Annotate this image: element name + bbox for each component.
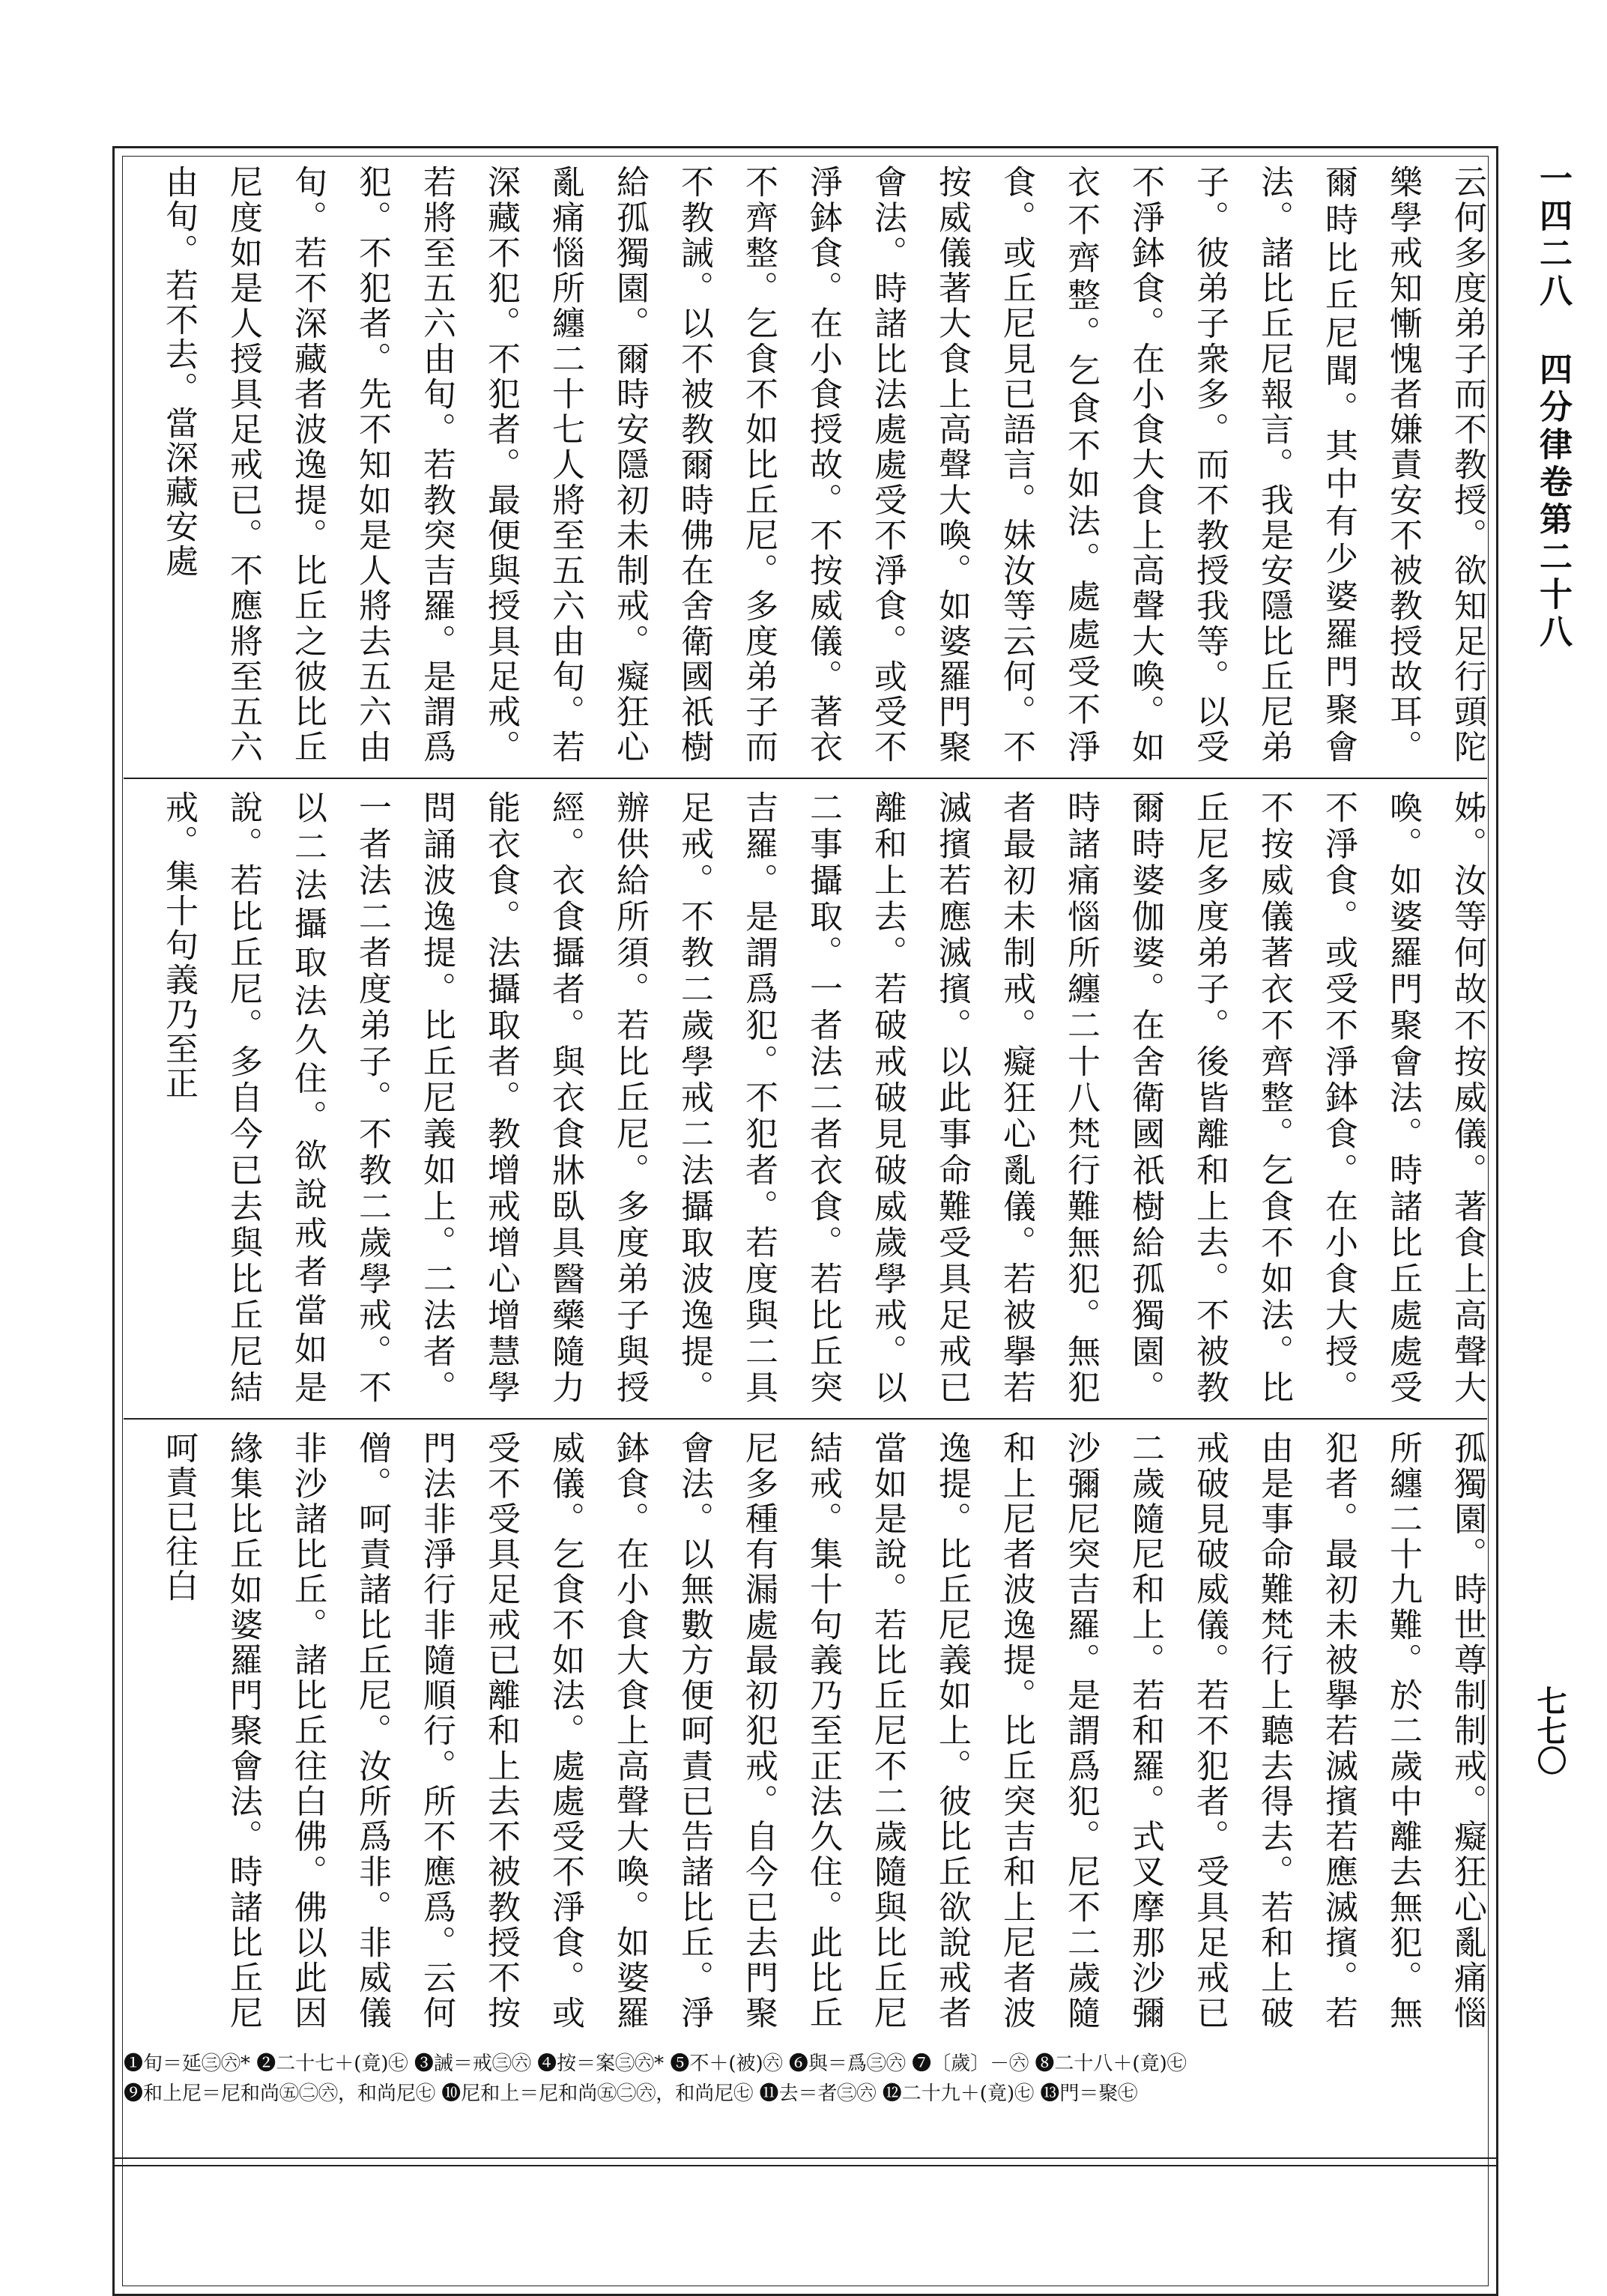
text-register-middle	[124, 783, 1487, 1412]
register-text: 云何多度弟子而不教授。欲知足行頭陀樂學戒知慚愧者嫌責安不被教授故耳。爾時比丘尼聞。其中有少婆羅門聚會法。諸比丘尼報言。我是安隱比丘尼弟子。彼弟子衆多。而不教授我等。以受不淨鉢食。在小食大食上高聲大喚。如衣不齊整。乞食不如法。處處受不淨食。或丘尼見已語言。妹汝等云何。不按威儀著大食上高聲大喚。如婆羅門聚會法。時諸比法處處受不淨食。或受不淨鉢食。在小食授故。不按威儀。著衣不齊整。乞食不如比丘尼。多度弟子而不教誡。以不被教爾時佛在舍衛國祇樹給孤獨園。爾時安隱初未制戒。癡狂心亂痛惱所纏二十七人將至五六由旬。若深藏不犯。不犯者。最便與授具足戒。若將至五六由旬。若教突吉羅。是謂爲犯。不犯者。先不知如是人將去五六由旬。若不深藏者波逸提。比丘之彼比丘尼度如是人授具足戒已。不應將至五六由旬。若不去。當深藏安處	[160, 165, 1486, 764]
register-text: 姊。汝等何故不按威儀。著食上高聲大喚。如婆羅門聚會法。時諸比丘處處受不淨食。或受不淨鉢食。在小食大授。不按威儀著衣不齊整。乞食不如法。比丘尼多度弟子。後皆離和上去。不被教爾時婆伽婆。在舍衛國祇樹給孤獨園。時諸痛惱所纏二十八梵行難無犯。無犯者最初未制戒。癡狂心亂儀。若被擧若滅擯若應滅擯。以此事命難受具足戒已離和上去。若破戒破見破威歲學戒。以二事攝取。一者法二者衣食。若比丘突吉羅。是謂爲犯。不犯者。若度與二具足戒。不教二歲學戒二法攝取波逸提。辦供給所須。若比丘尼。多度弟子與授經。衣食攝者。與衣食牀臥具醫藥隨力能衣食。法攝取者。教增戒增心增慧學問誦波逸提。比丘尼義如上。二法者。一者法二者度弟子。不教二歲學戒。不以二法攝取法久住。欲說戒者當如是說。若比丘尼。多自今已去與比丘尼結戒。集十句義乃至正	[160, 790, 1486, 1405]
page-number: 七七〇	[1532, 1685, 1567, 1775]
header-title: 四分律卷第二十八	[1534, 352, 1572, 652]
text-register-top	[124, 157, 1487, 772]
footnotes	[124, 2049, 1487, 2109]
bottom-rule	[112, 2157, 1498, 2159]
bottom-rule	[112, 2165, 1498, 2166]
text-register-bottom	[124, 1423, 1487, 2038]
register-divider	[124, 1418, 1487, 1420]
footnote-line: ❾和上尼＝尼和尚㊄㊁㊅，和尚尼㊆ ❿尼和上＝尼和尚㊄㊁㊅，和尚尼㊆ ⓫去＝者㊂㊅ ⓬二十九＋(竟)㊆ ⓭門＝聚㊆	[124, 2083, 1138, 2105]
register-text: 孤獨園。時世尊制制戒。癡狂心亂痛惱所纏二十九難。於二歲中離去無犯。無犯者。最初未被擧若滅擯若應滅擯。若由是事命難梵行上聽去得去。若和上破戒破見破威儀。若不犯者。受具足戒已二歲隨尼和上。若和羅。式叉摩那沙彌沙彌尼突吉羅。是謂爲犯。尼不二歲隨和上尼者波逸提。比丘突吉和上尼者波逸提。比丘尼義如上。彼比丘欲說戒者當如是說。若比丘尼不二歲隨與比丘尼結戒。集十句義乃至正法久住。此比丘尼多種有漏處最初犯戒。自今已去門聚會法。以無數方便呵責已告諸比丘。淨鉢食。在小食大食上高聲大喚。如婆羅威儀。乞食不如法。處處受不淨食。或受不受具足戒已離和上去不被教授不按門法非淨行非隨順行。所不應爲。云何僧。呵責諸比丘尼。汝所爲非。非威儀非沙諸比丘。諸比丘往白佛。佛以此因緣集比丘如婆羅門聚會法。時諸比丘尼呵責已往白	[160, 1431, 1486, 2030]
register-divider	[124, 778, 1487, 779]
footnote-line: ❶旬＝延㊂㊅* ❷二十七＋(竟)㊆ ❸誡＝戒㊂㊅ ❹按＝案㊂㊅* ❺不＋(被)㊅ ❻與＝爲㊂㊅ ❼〔歲〕－㊅ ❽二十八＋(竟)㊆	[124, 2053, 1187, 2075]
page-label: 一四二八	[1534, 161, 1572, 311]
